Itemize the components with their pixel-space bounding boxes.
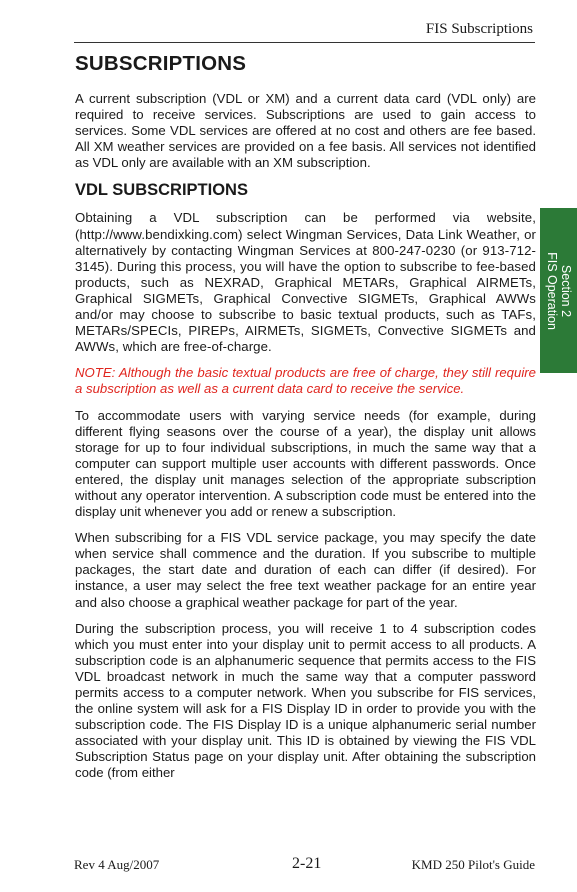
page-title: SUBSCRIPTIONS (75, 52, 247, 75)
header-title: FIS Subscriptions (425, 21, 533, 37)
main-content (75, 52, 536, 792)
footer-revision: Rev 4 Aug/2007 (74, 857, 160, 872)
section-heading: VDL SUBSCRIPTIONS (75, 181, 248, 200)
footer-guide-title: KMD 250 Pilot's Guide (411, 857, 535, 872)
page-footer (74, 855, 535, 875)
body-paragraph: Obtaining a VDL subscription can be performed via website, (http://www.bendixking.com) select Wingman Services, Data Link Weather, or alternatively by contacting Wingman Services at 800-247-0230 (or 913-712-3145). During this process, you will have the option to subscribe to fee-based products, such as NEXRAD, Graphical METARs, Graphical AIRMETs, Graphical SIGMETs, Graphical Convective SIGMETs, Graphical AWWs and/or may choose to subscribe to basic textual products, such as TAFs, METARs/SPECIs, PIREPs, AIRMETs, SIGMETs, Convective SIGMETs and AWWs, which are free-of-charge. (75, 210, 536, 355)
body-paragraph: During the subscription process, you will receive 1 to 4 subscription codes which you must enter into your display unit to permit access to all products. A subscription code is an alphanumeric sequence that permits access to the FIS VDL broadcast network in much the same way that a computer password permits access to a computer network. When you subscribe for FIS services, the online system will ask for a FIS Display ID in order to provide you with the subscription code. The FIS Display ID is a unique alphanumeric serial number associated with your display unit. This ID is obtained by viewing the FIS VDL Subscription Status page on your display unit. After obtaining the subscription code (from either (75, 620, 536, 781)
page-header (74, 18, 535, 43)
body-paragraph: When subscribing for a FIS VDL service package, you may specify the date when service shall commence and the duration. If you subscribe to multiple packages, the start date and duration of each can differ (if desired). For instance, a user may select the free text weather package for an entire year and also choose a graphical weather package for part of the year. (75, 530, 536, 610)
page-number: 2-21 (292, 855, 322, 872)
section-tab-label (545, 252, 573, 330)
section-tab-name: FIS Operation (544, 251, 559, 330)
section-tab-section: Section 2 (558, 264, 573, 317)
intro-paragraph: A current subscription (VDL or XM) and a current data card (VDL only) are required to receive services. Subscriptions are used to gain access to services. Some VDL services are offered at no cost and others are fee based. All XM weather services are provided on a fee basis. All services not identified as VDL only are available with an XM subscription. (75, 91, 536, 171)
note-paragraph: NOTE: Although the basic textual products are free of charge, they still require a subscription as well as a current data card to receive the service. (75, 365, 536, 397)
body-paragraph: To accommodate users with varying service needs (for example, during different flying seasons over the course of a year), the display unit allows storage for up to four individual subscriptions, in much the same way that a computer can support multiple user accounts with different passwords. Once entered, the display unit manages selection of the appropriate subscription without any operator intervention. A subscription code must be entered into the display unit whenever you add or renew a subscription. (75, 407, 536, 520)
section-tab (540, 208, 577, 373)
